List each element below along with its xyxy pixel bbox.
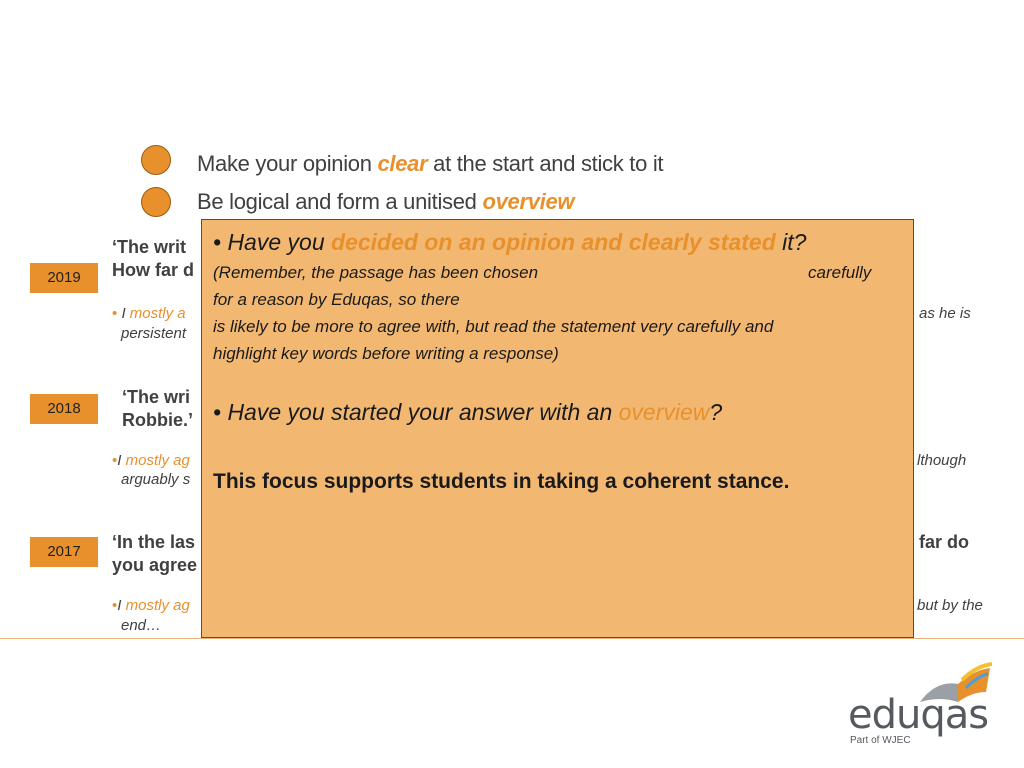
- answer-2019-right: as he is: [919, 305, 971, 322]
- bullet-dot: •: [112, 597, 118, 614]
- bullet-circle-2: [141, 187, 171, 217]
- answer-2018-line2: arguably s: [121, 471, 191, 488]
- overlay-remember-line2: for a reason by Eduqas, so there: [213, 290, 460, 309]
- answer-2019-line2: persistent: [121, 325, 187, 342]
- year-badge-2017: 2017: [30, 537, 98, 567]
- bullet-dot: •: [112, 452, 118, 469]
- answer-2017-right: but by the: [917, 597, 983, 614]
- bottom-divider: [0, 638, 1024, 639]
- answer-2017-line2: end…: [121, 617, 162, 634]
- bullet-dot: •: [112, 305, 118, 322]
- answer-2018-right: lthough: [917, 452, 967, 469]
- eduqas-logo: [848, 662, 998, 752]
- overlay-callout-box: [201, 219, 914, 638]
- overlay-focus-statement: This focus supports students in taking a coherent stance.: [213, 470, 790, 493]
- answer-2018-line1: •I mostly ag: [112, 452, 190, 469]
- answer-2017-line1: •I mostly ag: [112, 597, 190, 614]
- question-2019-line1: ‘The writ: [112, 237, 187, 257]
- bullet-circle-1: [141, 145, 171, 175]
- year-badge-2019: 2019: [30, 263, 98, 293]
- overlay-remember-line3: is likely to be more to agree with, but read the statement very carefully and: [213, 317, 774, 336]
- overlay-remember-line1-right: carefully: [808, 263, 872, 282]
- year-badge-2018: 2018: [30, 394, 98, 424]
- overlay-remember-line4: highlight key words before writing a response): [213, 344, 559, 363]
- heading-opinion-clear: Make your opinion clear at the start and stick to it: [197, 151, 664, 176]
- overlay-bullet-opinion: • Have you decided on an opinion and clearly stated it?: [213, 229, 807, 255]
- overlay-bullet-overview: • Have you started your answer with an overview?: [213, 399, 723, 425]
- logo-subtitle: Part of WJEC: [850, 735, 911, 746]
- logo-wordmark: eduqas: [848, 692, 989, 738]
- question-2019-line2: How far d: [112, 260, 195, 280]
- heading-logical-overview: Be logical and form a unitised overview: [197, 189, 575, 214]
- question-2018-line1: ‘The wri: [122, 387, 191, 407]
- question-2017-line1: ‘In the las: [112, 532, 196, 552]
- question-2018-line2: Robbie.’: [122, 410, 193, 430]
- question-2017-right: far do: [919, 532, 970, 552]
- overlay-remember-line1: (Remember, the passage has been chosen: [213, 263, 539, 282]
- answer-2019-line1: • I mostly a: [112, 305, 186, 322]
- question-2017-line2: you agree: [112, 555, 198, 575]
